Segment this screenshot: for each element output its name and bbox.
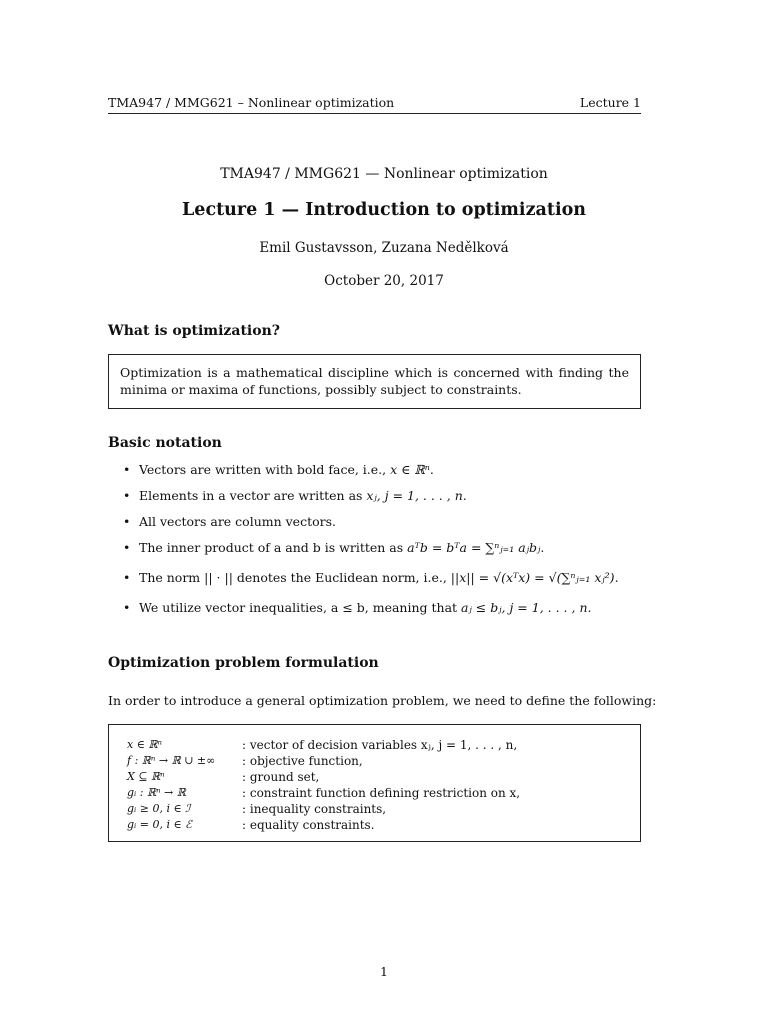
header-left: TMA947 / MMG621 – Nonlinear optimization xyxy=(108,95,395,110)
definition-row: gᵢ ≥ 0, i ∈ ℐ : inequality constraints, xyxy=(127,802,387,816)
header-right: Lecture 1 xyxy=(579,95,641,110)
definition-row: gᵢ : ℝⁿ → ℝ : constraint function defining restriction on x, xyxy=(127,786,521,800)
date: October 20, 2017 xyxy=(324,273,444,289)
intro-paragraph: In order to introduce a general optimization problem, we need to define the following: xyxy=(108,693,657,708)
list-item: • The norm || · || denotes the Euclidean norm, i.e., ||x|| = √(xᵀx) = √(∑ⁿⱼ₌₁ xⱼ²). xyxy=(123,570,619,585)
authors: Emil Gustavsson, Zuzana Nedělková xyxy=(259,240,509,256)
definition-box: Optimization is a mathematical discipline which is concerned with finding the minima or maxima of functions, possibly subject to constraints. xyxy=(108,354,641,409)
section-heading-notation: Basic notation xyxy=(108,435,222,451)
section-heading-what: What is optimization? xyxy=(108,323,280,339)
running-header xyxy=(108,95,641,114)
page-number: 1 xyxy=(380,964,388,979)
list-item: • All vectors are column vectors. xyxy=(123,514,336,529)
section-heading-formulation: Optimization problem formulation xyxy=(108,655,379,671)
notation-list xyxy=(108,462,641,626)
lecture-title: Lecture 1 — Introduction to optimization xyxy=(182,200,586,220)
definition-row: x ∈ ℝⁿ : vector of decision variables xⱼ, j = 1, . . . , n, xyxy=(127,738,518,752)
list-item: • The inner product of a and b is written as aᵀb = bᵀa = ∑ⁿⱼ₌₁ aⱼbⱼ. xyxy=(123,540,545,555)
definitions-box xyxy=(108,724,641,842)
list-item: • Elements in a vector are written as xⱼ, j = 1, . . . , n. xyxy=(123,488,467,503)
definition-row: f : ℝⁿ → ℝ ∪ ±∞ : objective function, xyxy=(127,754,363,768)
definition-row: gᵢ = 0, i ∈ ℰ : equality constraints. xyxy=(127,818,375,832)
list-item: • Vectors are written with bold face, i.e., x ∈ ℝⁿ. xyxy=(123,462,434,477)
definition-row: X ⊆ ℝⁿ : ground set, xyxy=(127,770,320,784)
course-title: TMA947 / MMG621 — Nonlinear optimization xyxy=(220,166,548,182)
list-item: • We utilize vector inequalities, a ≤ b, meaning that aⱼ ≤ bⱼ, j = 1, . . . , n. xyxy=(123,600,592,615)
